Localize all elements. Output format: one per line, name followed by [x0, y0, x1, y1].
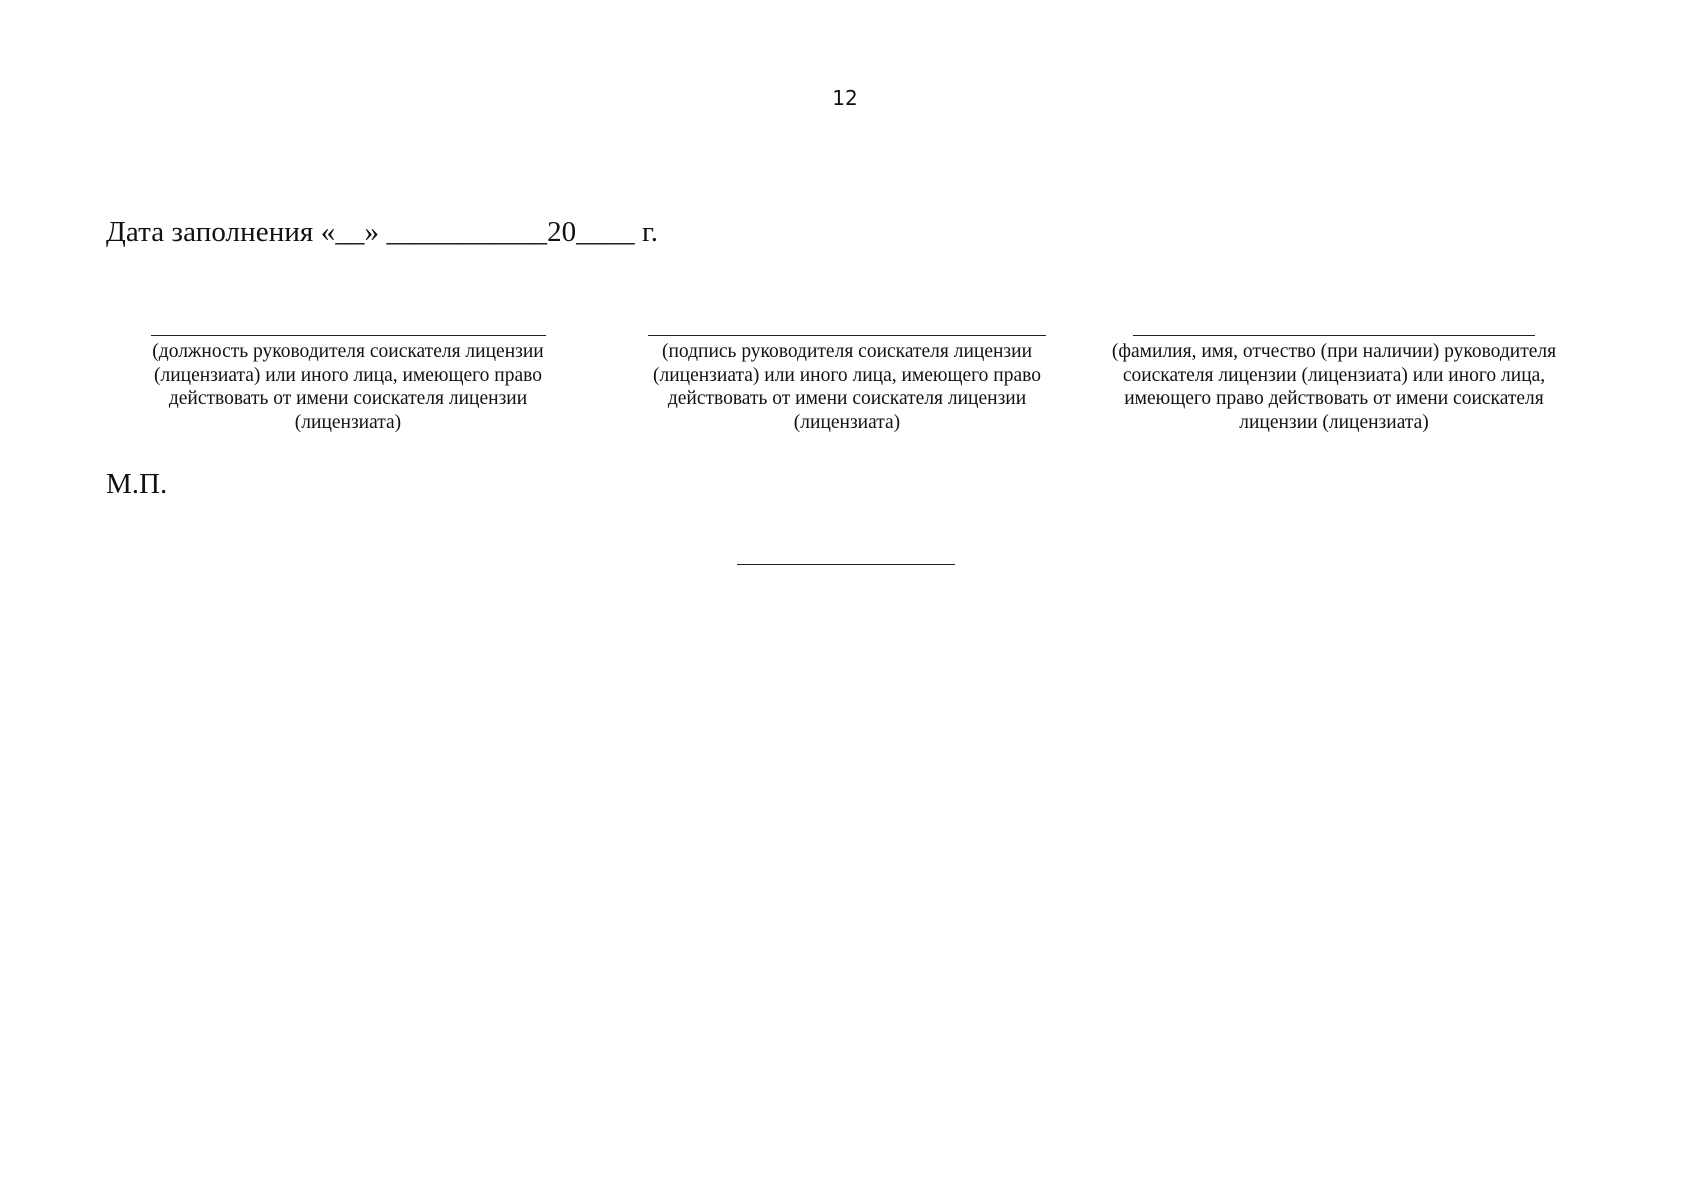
- page-number: 12: [832, 86, 858, 110]
- stamp-placeholder: М.П.: [106, 468, 168, 500]
- signature-line: [648, 335, 1046, 336]
- signature-line: [1133, 335, 1535, 336]
- signature-line: [151, 335, 546, 336]
- signature-block-signature: [632, 335, 1062, 434]
- date-of-filling-line: Дата заполнения «__» ___________20____ г.: [106, 216, 659, 248]
- signature-caption-signature: (подпись руководителя соискателя лицензии (лицензиата) или иного лица, имеющего право действовать от имени соискателя лицензии (лицензиата): [653, 341, 1041, 433]
- signature-caption-full-name: (фамилия, имя, отчество (при наличии) руководителя соискателя лицензии (лицензиата) или иного лица, имеющего право действовать от имени соискателя лицензии (лицензиата): [1111, 341, 1557, 433]
- signature-block-full-name: [1094, 335, 1574, 434]
- end-of-document-divider: [737, 564, 955, 565]
- signature-block-position: [128, 335, 568, 434]
- signature-caption-position: (должность руководителя соискателя лицензии (лицензиата) или иного лица, имеющего право действовать от имени соискателя лицензии (лицензиата): [152, 341, 544, 433]
